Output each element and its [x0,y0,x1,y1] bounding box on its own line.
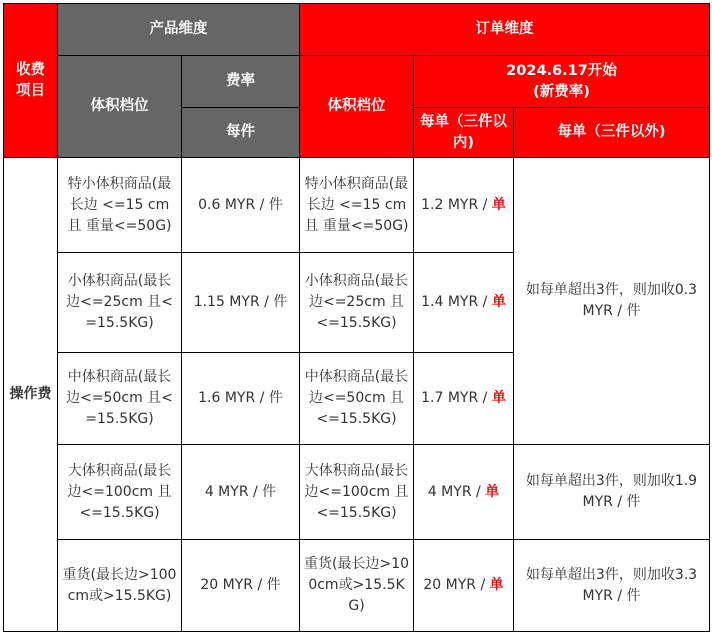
fee-type-cell [4,158,58,632]
product-tier-cell: 特小体积商品(最长边 <=15 cm 且 重量<=50G) [58,158,182,253]
order-amount: 20 MYR / [423,577,486,593]
order-tier-cell: 特小体积商品(最长边 <=15 cm 且 重量<=50G) [300,158,414,253]
order-rate-cell [414,540,514,632]
order-rate-cell [414,253,514,353]
order-tier-cell: 小体积商品(最长边<=25cm 且<=15.5KG) [300,253,414,353]
order-dimension-header: 订单维度 [300,4,710,56]
product-rate-cell: 4 MYR / 件 [182,445,300,540]
product-volume-tier-header: 体积档位 [58,56,182,158]
order-tier-cell: 大体积商品(最长边<=100cm 且<=15.5KG) [300,445,414,540]
fee-table [3,3,710,632]
table-row [4,445,710,540]
order-tier-cell: 重货(最长边>100cm或>15.5KG) [300,540,414,632]
order-unit: 单 [491,196,506,213]
order-unit: 单 [489,577,504,593]
rate-header: 费率 [182,56,300,108]
order-amount: 1.4 MYR / [421,294,488,310]
fee-item-header-text: 收费 项目 [16,61,45,99]
surcharge-cell-large: 如每单超出3件，则加收1.9 MYR / 件 [514,445,710,540]
new-rate-header [414,56,710,108]
product-rate-cell: 1.15 MYR / 件 [182,253,300,353]
per-order-within3-header: 每单（三件以内) [414,108,514,158]
order-rate-cell [414,158,514,253]
order-amount: 4 MYR / [427,483,481,500]
table-row [4,540,710,632]
order-rate-cell [414,445,514,540]
surcharge-cell-heavy: 如每单超出3件，则加收3.3 MYR / 件 [514,540,710,632]
order-unit: 单 [485,483,500,500]
product-dimension-header: 产品维度 [58,4,300,56]
new-rate-date: 2024.6.17开始 [506,62,617,79]
product-rate-cell: 0.6 MYR / 件 [182,158,300,253]
order-amount: 1.2 MYR / [421,196,488,213]
table-row [4,158,710,253]
product-tier-cell: 中体积商品(最长边<=50cm 且<=15.5KG) [58,353,182,445]
order-volume-tier-header: 体积档位 [300,56,414,158]
product-tier-cell: 大体积商品(最长边<=100cm 且<=15.5KG) [58,445,182,540]
order-amount: 1.7 MYR / [421,390,488,406]
order-rate-cell [414,353,514,445]
fee-item-header [4,4,58,158]
surcharge-cell-small: 如每单超出3件，则加收0.3 MYR / 件 [514,158,710,445]
product-tier-cell: 重货(最长边>100cm或>15.5KG) [58,540,182,632]
order-unit: 单 [491,390,506,406]
product-tier-cell: 小体积商品(最长边<=25cm 且<=15.5KG) [58,253,182,353]
order-unit: 单 [491,294,506,310]
per-item-header: 每件 [182,108,300,158]
product-rate-cell: 1.6 MYR / 件 [182,353,300,445]
fee-type-label: 操作费 [9,386,52,402]
product-rate-cell: 20 MYR / 件 [182,540,300,632]
order-tier-cell: 中体积商品(最长边<=50cm 且<=15.5KG) [300,353,414,445]
new-rate-note: (新费率) [533,83,590,100]
per-order-beyond3-header: 每单（三件以外) [514,108,710,158]
